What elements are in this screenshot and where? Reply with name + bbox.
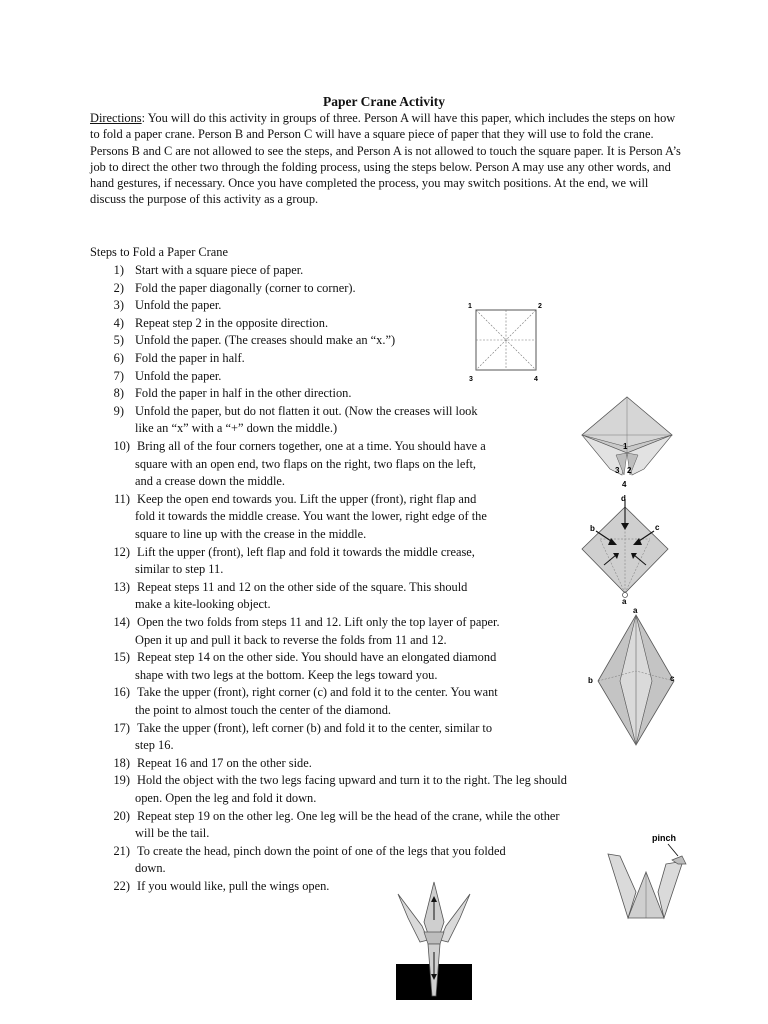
- step-text: Open the two folds from steps 11 and 12. Lift only the top layer of paper.: [137, 615, 500, 629]
- step-text: and a crease down the middle.: [135, 474, 286, 489]
- step-text: Unfold the paper.: [135, 368, 222, 383]
- kite-label-a: a: [622, 597, 627, 606]
- step-text: Bring all of the four corners together, one at a time. You should have a: [137, 439, 486, 453]
- step-text: To create the head, pinch down the point of one of the legs that you folded: [137, 843, 506, 858]
- step-number: 21): [113, 843, 130, 858]
- step-text: Take the upper (front), right corner (c) and fold it to the center. You want: [137, 685, 498, 700]
- step-number: 12): [113, 544, 130, 559]
- step-number: 18): [113, 755, 130, 770]
- kite-label-d: d: [621, 494, 626, 503]
- step-text: like an “x” with a “+” down the middle.): [135, 421, 338, 436]
- square-label-3: 3: [469, 376, 473, 383]
- square-crease-figure: [466, 300, 546, 385]
- step-number: 15): [113, 650, 130, 665]
- square-base-figure: [580, 395, 674, 490]
- square-label-4: 4: [534, 376, 538, 383]
- step-text: similar to step 11.: [135, 562, 224, 577]
- page-title: Paper Crane Activity: [323, 94, 445, 109]
- step-text: Fold the paper diagonally (corner to corner).: [135, 280, 356, 295]
- crane-pinch-label: pinch: [652, 833, 676, 843]
- elongated-diamond-figure: [588, 605, 688, 747]
- base-label-1: 1: [623, 442, 628, 451]
- directions-label: Directions: [90, 111, 142, 125]
- step-text: Repeat steps 11 and 12 on the other side of the square. This should: [137, 579, 468, 594]
- step-text: If you would like, pull the wings open.: [137, 879, 330, 893]
- step-number: 19): [113, 773, 130, 788]
- kite-label-c: c: [655, 523, 660, 532]
- steps-heading: Steps to Fold a Paper Crane: [90, 245, 228, 259]
- crane-leg-fold-figure: [394, 880, 474, 1000]
- step-number: 8): [113, 386, 124, 401]
- step-text: Fold the paper in half.: [135, 351, 245, 365]
- step-number: 22): [113, 879, 130, 893]
- step-text: Repeat step 2 in the opposite direction.: [135, 315, 329, 330]
- base-label-3: 3: [615, 466, 620, 475]
- diamond-label-a: a: [633, 606, 638, 615]
- step-text: Unfold the paper, but do not flatten it out. (Now the creases will look: [135, 403, 478, 418]
- step-number: 3): [113, 298, 124, 313]
- square-label-2: 2: [538, 303, 542, 310]
- base-label-4: 4: [622, 480, 627, 489]
- step-text: Keep the open end towards you. Lift the upper (front), right flap and: [137, 491, 477, 506]
- step-number: 14): [113, 615, 130, 629]
- step-number: 9): [113, 403, 124, 418]
- step-text: shape with two legs at the bottom. Keep the legs toward you.: [135, 667, 438, 682]
- step-number: 5): [113, 333, 124, 348]
- step-number: 10): [113, 439, 130, 453]
- step-number: 2): [113, 280, 124, 295]
- step-text: step 16.: [135, 738, 174, 753]
- step-text: Repeat 16 and 17 on the other side.: [137, 755, 312, 770]
- kite-fold-figure: [580, 493, 676, 605]
- step-text: make a kite-looking object.: [135, 597, 271, 612]
- step-text: down.: [135, 861, 166, 876]
- directions-text: : You will do this activity in groups of three. Person A will have this paper, which includes the steps on how to fold a paper crane. Person B and Person C will have a square piece of paper that they will use to fold the crane. Persons B and C are not allowed to see the steps, and Person A is not allowed to touch the square paper. It is Person A’s job to direct the other two through the folding process, using the steps below. Person A may use any other words, and hand gestures, if necessary. Once you have completed the process, you may switch positions. At the end, we will discuss the purpose of this activity as a group.: [90, 111, 681, 207]
- base-label-2: 2: [627, 466, 632, 475]
- step-text: will be the tail.: [135, 826, 210, 841]
- step-number: 16): [113, 685, 130, 700]
- step-text: open. Open the leg and fold it down.: [135, 791, 317, 805]
- step-number: 13): [113, 579, 130, 594]
- step-number: 6): [113, 351, 124, 365]
- step-text: the point to almost touch the center of the diamond.: [135, 703, 392, 717]
- step-number: 7): [113, 368, 124, 383]
- step-text: Start with a square piece of paper.: [135, 263, 304, 277]
- step-text: Repeat step 14 on the other side. You should have an elongated diamond: [137, 650, 497, 665]
- step-number: 1): [113, 263, 124, 277]
- diamond-label-c: c: [670, 674, 675, 683]
- step-text: Unfold the paper.: [135, 298, 222, 313]
- step-number: 11): [113, 491, 130, 506]
- diamond-label-b: b: [588, 676, 593, 685]
- step-text: Lift the upper (front), left flap and fold it towards the middle crease,: [137, 544, 475, 559]
- square-label-1: 1: [468, 303, 472, 310]
- step-text: Fold the paper in half in the other direction.: [135, 386, 352, 401]
- step-text: Unfold the paper. (The creases should make an “x.”): [135, 333, 396, 348]
- kite-label-b: b: [590, 524, 595, 533]
- step-text: square to line up with the crease in the middle.: [135, 527, 367, 541]
- step-text: square with an open end, two flaps on the right, two flaps on the left,: [135, 456, 477, 471]
- step-number: 20): [113, 808, 130, 823]
- step-text: Hold the object with the two legs facing upward and turn it to the right. The leg should: [137, 773, 567, 788]
- directions-paragraph: [90, 110, 685, 208]
- step-text: Repeat step 19 on the other leg. One leg will be the head of the crane, while the other: [137, 808, 560, 823]
- step-text: Take the upper (front), left corner (b) and fold it to the center, similar to: [137, 720, 493, 735]
- step-number: 17): [113, 720, 130, 735]
- step-text: Open it up and pull it back to reverse the folds from 11 and 12.: [135, 632, 447, 647]
- crane-pinch-figure: [606, 830, 690, 925]
- step-text: fold it towards the middle crease. You want the lower, right edge of the: [135, 509, 487, 524]
- step-number: 4): [113, 315, 124, 330]
